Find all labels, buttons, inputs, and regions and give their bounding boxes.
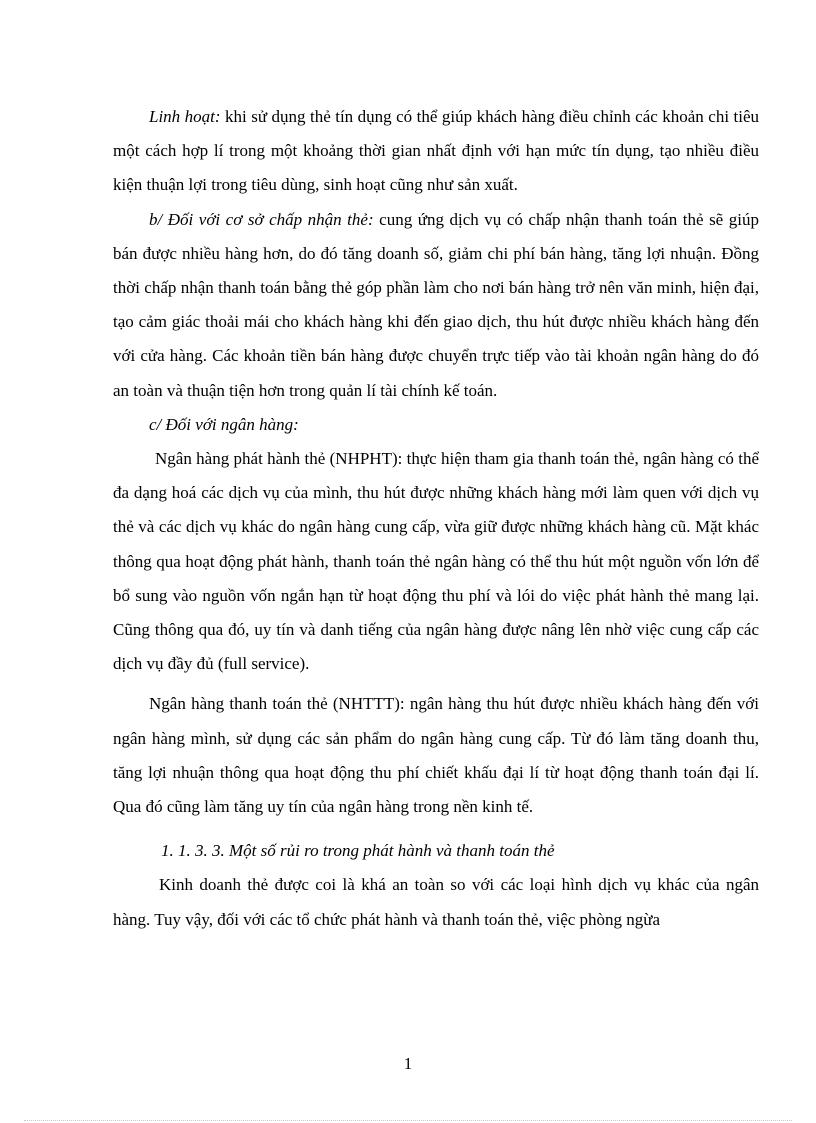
footer-divider [24, 1120, 792, 1121]
flexibility-text: khi sử dụng thẻ tín dụng có thể giúp khách hàng điều chỉnh các khoản chi tiêu một cách hợp lí trong một khoảng thời gian nhất định với hạn mức tín dụng, tạo nhiều điều kiện thuận lợi trong tiêu dùng, sinh hoạt cũng như sản xuất. [113, 107, 760, 195]
merchant-text: cung ứng dịch vụ có chấp nhận thanh toán thẻ sẽ giúp bán được nhiều hàng hơn, do đó tăng doanh số, giảm chi phí bán hàng, tăng lợi nhuận. Đồng thời chấp nhận thanh toán bằng thẻ góp phần làm cho nơi bán hàng trở nên văn minh, hiện đại, tạo cảm giác thoải mái cho khách hàng khi đến giao dịch, thu hút được nhiều khách hàng đến với cửa hàng. Các khoản tiền bán hàng được chuyển trực tiếp vào tài khoản ngân hàng do đó an toàn và thuận tiện hơn trong quản lí tài chính kế toán. [113, 209, 759, 400]
merchant-label: b/ Đối với cơ sở chấp nhận thẻ: [149, 209, 374, 229]
paragraph-bank-heading [113, 408, 759, 442]
paragraph-risk: Kinh doanh thẻ được coi là khá an toàn so với các loại hình dịch vụ khác của ngân hàng. Tuy vậy, đối với các tổ chức phát hành và thanh toán thẻ, việc phòng ngừa [113, 875, 759, 929]
flexibility-label: Linh hoạt: [149, 107, 221, 126]
paragraph-flexibility [113, 100, 759, 203]
paragraph-acquiring-bank: Ngân hàng thanh toán thẻ (NHTTT): ngân hàng thu hút được nhiều khách hàng đến với ngân hàng mình, sử dụng các sản phẩm do ngân hàng cung cấp. Từ đó làm tăng doanh thu, tăng lợi nhuận thông qua hoạt động thu phí chiết khấu đại lí từ hoạt động thanh toán đại lí. Qua đó cũng làm tăng uy tín của ngân hàng trong nền kinh tế. [113, 694, 759, 817]
paragraph-issuing-bank: Ngân hàng phát hành thẻ (NHPHT): thực hiện tham gia thanh toán thẻ, ngân hàng có thể đa dạng hoá các dịch vụ của mình, thu hút được những khách hàng mới làm quen với dịch vụ thẻ và các dịch vụ khác do ngân hàng cung cấp, vừa giữ được những khách hàng cũ. Mặt khác thông qua hoạt động phát hành, thanh toán thẻ ngân hàng có thể thu hút một nguồn vốn lớn để bổ sung vào nguồn vốn ngắn hạn từ hoạt động thu phí và lói do việc phát hành thẻ mang lại. Cũng thông qua đó, uy tín và danh tiếng của ngân hàng được nâng lên nhờ việc cung cấp các dịch vụ đầy đủ (full service). [113, 449, 759, 674]
page-number: 1 [403, 1054, 413, 1073]
document-body [113, 100, 759, 937]
section-heading: 1. 1. 3. 3. Một số rủi ro trong phát hành và thanh toán thẻ [161, 841, 555, 861]
bank-label: c/ Đối với ngân hàng: [149, 414, 299, 434]
paragraph-merchant [113, 203, 759, 408]
